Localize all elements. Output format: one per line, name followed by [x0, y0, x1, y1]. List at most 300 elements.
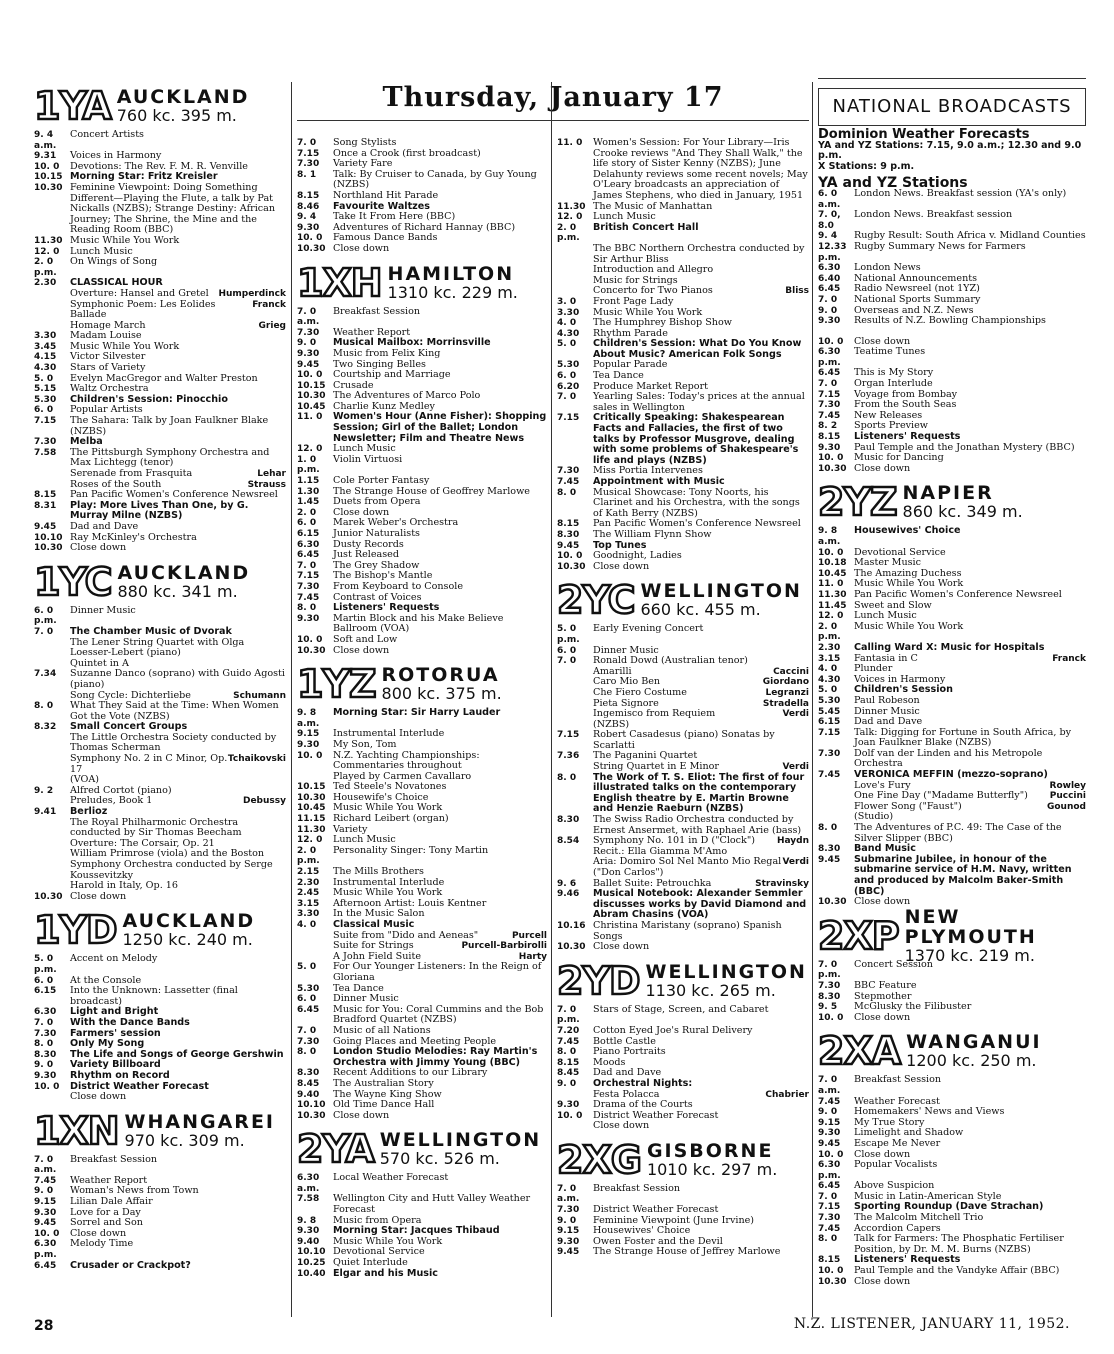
entry-time: 6.30 p.m. — [818, 347, 841, 368]
entry-time — [34, 733, 70, 754]
entry-time: 9.15 — [818, 1117, 841, 1128]
schedule-entry — [557, 488, 809, 520]
entry-time: 9. 0 — [818, 1107, 838, 1118]
entry-time: 7. 0 — [297, 138, 317, 148]
entry-title: Front Page Lady — [593, 295, 674, 307]
entry-title: Contrast of Voices — [333, 591, 422, 603]
schedule-entry — [34, 1092, 286, 1103]
schedule-entry — [557, 942, 809, 953]
entry-title: Overture: The Corsair, Op. 21 — [70, 837, 215, 849]
entry-title: Music from Opera — [333, 1214, 422, 1226]
entry-title: Pan Pacific Women's Conference Newsreel — [70, 489, 278, 501]
composer: Lehar — [257, 469, 286, 479]
entry-time: 5. 0 p.m. — [34, 954, 57, 975]
entry-title: Pan Pacific Women's Conference Newsreel — [593, 518, 801, 530]
entry-time: 9. 8 — [297, 1215, 317, 1226]
entry-time: 7. 0 p.m. — [557, 1004, 580, 1026]
entry-time: 7.30 — [297, 327, 320, 338]
schedule-entry — [557, 688, 809, 699]
entry-time: 9. 2 — [34, 785, 54, 796]
entry-title: Results of N.Z. Bowling Championships — [854, 315, 1046, 327]
entry-title: This is My Story — [854, 367, 934, 379]
entry-time: 7. 0 — [557, 656, 577, 667]
entry-title: Lunch Music — [854, 610, 917, 622]
nb-top-rule — [818, 78, 1086, 79]
entry-time: 10.30 — [818, 897, 847, 908]
station-header — [557, 578, 809, 623]
entry-time: 6. 0 — [34, 405, 54, 416]
entry-time: 8.15 — [297, 190, 320, 201]
schedule-entry — [34, 130, 286, 151]
entry-title: Top Tunes — [593, 539, 647, 551]
entry-time: 5.30 — [34, 394, 57, 405]
schedule-entry — [818, 1139, 1086, 1150]
schedule-entry — [557, 889, 809, 921]
entry-title: William Primrose (viola) and the Boston Symphony Orchestra conducted by Serge Koussevitzky — [70, 848, 273, 881]
entry-time — [557, 265, 593, 276]
entry-time: 9. 8 a.m. — [297, 708, 320, 729]
entry-time — [557, 244, 593, 265]
entry-time: 6.30 — [818, 263, 841, 274]
entry-title: The Bishop's Mantle — [333, 570, 433, 582]
schedule-entry — [297, 614, 547, 635]
schedule-entry — [818, 981, 1086, 992]
composer: Franck — [1052, 653, 1086, 664]
entry-time: 10. 0 — [818, 1012, 844, 1023]
entry-time — [34, 659, 70, 670]
entry-title: Close down — [333, 1109, 390, 1121]
entry-time: 8. 0 — [34, 1039, 54, 1050]
entry-title: Close down — [593, 1120, 650, 1132]
entry-time: 10.30 — [557, 942, 586, 953]
schedule-entry — [34, 638, 286, 659]
entry-time: 10.15 — [34, 172, 63, 183]
station-header — [34, 86, 286, 126]
entry-title: The Lener String Quartet with Olga Loesser-Lebert (piano) — [70, 636, 245, 659]
schedule-entry — [297, 646, 547, 657]
entry-title: Limelight and Shadow — [854, 1127, 964, 1139]
entry-title: Homemakers' News and Views — [854, 1106, 1005, 1118]
entry-time: 10. 0 — [34, 1081, 60, 1092]
schedule-entry — [818, 295, 1086, 306]
entry-time: 3.45 — [34, 341, 57, 352]
entry-title: Symphony No. 2 in C Minor, Op. 17 — [70, 753, 228, 775]
schedule-entry — [34, 1071, 286, 1082]
entry-time — [34, 849, 70, 881]
schedule-entry — [557, 815, 809, 836]
entry-title: Sporting Roundup (Dave Strachan) — [854, 1201, 1044, 1213]
station-name: WELLINGTON — [379, 1129, 542, 1152]
station-logo: 2XP — [818, 913, 899, 958]
entry-title: String Quartet in E Minor — [593, 761, 720, 773]
entry-title: Music While You Work — [70, 234, 180, 246]
entry-time: 6. 0 — [297, 518, 317, 529]
station-frequency: 660 kc. 455 m. — [640, 600, 761, 620]
entry-title: Critically Speaking: Shakespearean Facts and Fallacies, the first of two talks by Professor Musgrove, dealing with some problems of Shakespeare's life and plays (NZBS) — [593, 412, 799, 466]
entry-time: 8. 0 — [297, 1047, 317, 1058]
schedule-entry — [557, 530, 809, 541]
entry-time: 2. 0 p.m. — [557, 222, 580, 244]
entry-title: The Life and Songs of George Gershwin — [70, 1048, 284, 1060]
schedule-entry — [557, 223, 809, 244]
entry-title: Paul Robeson — [854, 694, 920, 706]
entry-time: 9. 0 — [557, 1078, 577, 1089]
entry-title: Violin Virtuosi — [333, 453, 403, 465]
entry-time — [297, 952, 333, 963]
entry-time: 2.30 — [34, 278, 57, 289]
entry-title: The Mills Brothers — [333, 866, 424, 878]
entry-time: 9.15 — [557, 1226, 580, 1237]
entry-time: 7.30 — [34, 1028, 57, 1039]
schedule-entry — [297, 708, 547, 729]
schedule-entry — [818, 526, 1086, 547]
entry-title: Music While You Work — [333, 1235, 443, 1247]
schedule-entry — [557, 624, 809, 645]
column-divider — [291, 82, 292, 1317]
entry-title: Overseas and N.Z. News — [854, 304, 974, 316]
schedule-entry — [818, 728, 1086, 749]
entry-time: 4.30 — [557, 328, 580, 339]
composer: Grieg — [258, 320, 286, 331]
entry-time — [557, 677, 593, 688]
entry-title: Variety Billboard — [70, 1059, 161, 1071]
entry-title: Dinner Music — [333, 993, 399, 1005]
entry-title: Morning Star: Sir Harry Lauder — [333, 707, 501, 719]
entry-title: Close down — [854, 1275, 911, 1287]
entry-time: 12.33 p.m. — [818, 241, 847, 263]
schedule-entry — [34, 1239, 286, 1260]
entry-time: 10.30 — [297, 1110, 326, 1121]
entry-title: Melba — [70, 436, 103, 448]
entry-time: 9.45 — [34, 521, 57, 532]
entry-title: Favourite Waltzes — [333, 200, 430, 212]
entry-title: Submarine Jubilee, in honour of the submarine service of H.M. Navy, written and produced by Malcolm Baker-Smith (BBC) — [854, 853, 1072, 897]
entry-time: 7. 0 a.m. — [557, 1183, 580, 1205]
entry-title: Lunch Music — [333, 834, 396, 846]
composer: Tchaikovski — [227, 754, 286, 765]
station-logo: 2YZ — [818, 480, 897, 525]
entry-title: In the Music Salon — [333, 908, 425, 920]
schedule-entry — [818, 960, 1086, 981]
entry-time: 8.32 — [34, 722, 57, 733]
entry-title: Musical Mailbox: Morrinsville — [333, 337, 491, 349]
station-header — [297, 260, 547, 305]
entry-title: Homage March — [70, 319, 146, 331]
station-logo: 1YZ — [297, 662, 376, 707]
entry-title: Music in Latin-American Style — [854, 1190, 1002, 1202]
entry-title: Ballet Suite: Petrouchka — [593, 877, 712, 889]
entry-title: One Fine Day ("Madame Butterfly") — [854, 790, 1028, 802]
entry-title: Che Fiero Costume — [593, 686, 687, 698]
entry-time: 9. 5 — [818, 1002, 838, 1013]
entry-title: Caro Mio Ben — [593, 676, 661, 688]
entry-time: 7.15 — [297, 571, 320, 582]
entry-time: 7.45 — [818, 770, 841, 781]
entry-time: 10.15 — [297, 380, 326, 391]
entry-time: 8. 0 — [297, 603, 317, 614]
schedule-entry — [34, 469, 286, 480]
schedule-entry — [297, 412, 547, 444]
composer: Harty — [518, 951, 547, 962]
entry-time — [34, 796, 70, 807]
entry-title: Stars of Variety — [70, 362, 146, 374]
entry-time: 7.15 — [34, 416, 57, 427]
entry-title: Stars of Stage, Screen, and Cabaret — [593, 1003, 769, 1015]
entry-time: 10. 0 — [818, 1149, 844, 1160]
schedule-entry — [818, 1160, 1086, 1181]
entry-time: 6. 0 p.m. — [34, 605, 57, 627]
entry-time: 9.30 — [297, 222, 320, 233]
entry-title: Cotton Eyed Joe's Rural Delivery — [593, 1024, 753, 1036]
entry-title: The Amazing Duchess — [854, 567, 962, 579]
entry-title: Music While You Work — [854, 578, 964, 590]
schedule-entry — [557, 1079, 809, 1090]
entry-time: 7.30 — [557, 1205, 580, 1216]
schedule-entry — [818, 210, 1086, 231]
entry-time: 6. 0 — [557, 371, 577, 382]
entry-title: Tea Dance — [333, 982, 384, 994]
entry-title: BBC Feature — [854, 979, 917, 991]
schedule-entry — [297, 582, 547, 593]
entry-title: Bottle Castle — [593, 1035, 656, 1047]
entry-title: Dad and Dave — [593, 1067, 662, 1079]
entry-time: 9.15 — [34, 1197, 57, 1208]
entry-title: Concerto for Two Pianos — [593, 285, 713, 297]
entry-title: Amarilli — [593, 665, 632, 677]
entry-title: Accordion Capers — [854, 1222, 941, 1234]
entry-time: 3.30 — [297, 909, 320, 920]
entry-time: 1.30 — [297, 486, 320, 497]
entry-title: Dad and Dave — [854, 716, 923, 728]
entry-time: 7. 0 — [818, 1191, 838, 1202]
entry-title: Voices in Harmony — [854, 673, 946, 685]
entry-title: Famous Dance Bands — [333, 232, 438, 244]
entry-time: 9. 4 — [297, 212, 317, 223]
entry-time: 9.30 — [297, 348, 320, 359]
schedule-entry — [297, 740, 547, 751]
entry-time — [818, 781, 854, 792]
entry-title: Close down — [70, 1227, 127, 1239]
entry-time: 6. 0 — [34, 975, 54, 986]
entry-title: Voyage from Bombay — [854, 388, 958, 400]
composer: Stradella — [762, 698, 809, 709]
entry-title: Charlie Kunz Medley — [333, 400, 435, 412]
entry-title: Festa Polacca — [593, 1088, 660, 1100]
entry-title: Local Weather Forecast — [333, 1172, 449, 1184]
entry-time: 10.30 — [297, 391, 326, 402]
entry-time: 7.45 — [297, 592, 320, 603]
schedule-entry — [818, 1013, 1086, 1024]
station-header — [557, 958, 809, 1003]
entry-title: Serenade from Frasquita — [70, 468, 193, 479]
entry-time: 12. 0 — [297, 444, 323, 455]
entry-time: 6.30 p.m. — [818, 1160, 841, 1181]
entry-time: 5.15 — [34, 384, 57, 395]
schedule-entry — [297, 529, 547, 540]
entry-title: Housewives' Choice — [593, 1225, 691, 1237]
entry-title: What They Said at the Time: When Women Got the Vote (NZBS) — [70, 700, 279, 722]
entry-title: The Chamber Music of Dvorak — [70, 625, 232, 637]
composer: Haydn — [776, 836, 809, 847]
entry-time: 2. 0 p.m. — [34, 257, 57, 278]
entry-title: Lunch Music — [333, 443, 396, 455]
entry-time: 7.45 — [818, 1223, 841, 1234]
entry-time: 10.30 — [818, 1276, 847, 1287]
entry-time: 7. 0 a.m. — [297, 306, 320, 328]
schedule-entry — [34, 701, 286, 722]
schedule-entry — [557, 1005, 809, 1026]
schedule-entry — [818, 1234, 1086, 1255]
schedule-entry — [297, 191, 547, 202]
schedule-entry — [34, 257, 286, 278]
entry-title: Victor Silvester — [70, 351, 146, 363]
entry-time: 7.30 — [818, 400, 841, 411]
entry-time: 8. 2 — [818, 421, 838, 432]
entry-title: The Work of T. S. Eliot: The first of four illustrated talks on the contemporary English theatre by E. Martin Browne and Henzie Raeburn (NZBS) — [593, 771, 805, 815]
entry-title: Christina Maristany (soprano) Spanish Songs — [593, 919, 782, 942]
entry-time: 7. 0 — [297, 560, 317, 571]
entry-title: N.Z. Yachting Championships: Commentaries throughout — [333, 749, 480, 772]
entry-time: 9.30 — [34, 1070, 57, 1081]
composer: Debussy — [242, 796, 286, 807]
entry-time: 5.30 — [297, 983, 320, 994]
entry-title: Close down — [854, 462, 911, 474]
entry-time: 9.40 — [297, 1236, 320, 1247]
entry-time: 1. 0 p.m. — [297, 454, 320, 476]
entry-title: Song Stylists — [333, 137, 397, 148]
entry-with-composer — [70, 469, 286, 480]
page-number: 28 — [34, 1318, 54, 1334]
entry-title: District Weather Forecast — [593, 1204, 719, 1216]
entry-time: 12. 0 — [818, 611, 844, 622]
entry-title: VERONICA MEFFIN (mezzo-soprano) — [854, 769, 1048, 781]
entry-title: London News — [854, 262, 921, 274]
entry-time: 9.45 — [557, 1247, 580, 1258]
entry-title: For Our Younger Listeners: In the Reign of Gloriana — [333, 961, 542, 983]
station-header — [297, 1127, 547, 1172]
schedule-entry — [34, 448, 286, 469]
entry-title: Fantasia in C — [854, 652, 918, 664]
entry-title: Robert Casadesus (piano) Sonatas by Scarlatti — [593, 729, 775, 751]
entry-title: Women's Hour (Anne Fisher): Shopping Session; Girl of the Ballet; London Newsletter; Film and Theatre News — [333, 411, 547, 444]
entry-time: 9. 0 — [297, 338, 317, 349]
entry-title: A John Field Suite — [333, 950, 422, 962]
entry-time: 10. 0 — [297, 634, 323, 645]
entry-time — [34, 1092, 70, 1103]
station-header — [818, 480, 1086, 525]
entry-time: 11.45 — [818, 600, 847, 611]
entry-title: Drama of the Courts — [593, 1099, 693, 1111]
entry-time — [34, 469, 70, 480]
schedule-entry — [297, 455, 547, 476]
entry-title: Music from Felix King — [333, 347, 441, 359]
station-logo: 1YA — [34, 84, 111, 128]
entry-title: Listeners' Requests — [854, 431, 961, 443]
entry-time: 6.40 — [818, 273, 841, 284]
entry-title: Symphonic Poem: Les Eolides — [70, 298, 216, 310]
title-rule — [297, 120, 809, 121]
entry-time: 9.30 — [557, 1236, 580, 1247]
schedule-entry — [297, 920, 547, 931]
entry-time: 5.30 — [557, 360, 580, 371]
entry-title: Early Evening Concert — [593, 623, 704, 635]
entry-title: Dolf van der Linden and his Metropole Orchestra — [854, 747, 1043, 770]
schedule-entry — [557, 339, 809, 360]
entry-time: 10.45 — [818, 568, 847, 579]
composer: Legranzi — [765, 687, 809, 698]
entry-time: 9.41 — [34, 807, 57, 818]
schedule-entry — [34, 849, 286, 881]
entry-title: Accent on Melody — [70, 953, 158, 965]
entry-time — [34, 310, 70, 321]
entry-title: Northland Hit Parade — [333, 189, 439, 201]
schedule-entry — [557, 562, 809, 573]
entry-time: 6.15 — [297, 529, 320, 539]
entry-title: The Australian Story — [333, 1077, 434, 1089]
publication-footer: N.Z. LISTENER, JANUARY 11, 1952. — [793, 1316, 1070, 1332]
entry-title: British Concert Hall — [593, 221, 699, 233]
entry-time — [34, 881, 70, 892]
station-frequency: 570 kc. 526 m. — [379, 1149, 500, 1169]
entry-time: 7.45 — [818, 410, 841, 421]
entry-time: 4. 0 — [557, 318, 577, 329]
schedule-entry — [297, 349, 547, 360]
entry-title: Housewife's Choice — [333, 791, 429, 803]
entry-title: The BBC Northern Orchestra conducted by Sir Arthur Bliss — [593, 242, 805, 265]
entry-time: 7.15 — [818, 389, 841, 400]
entry-title: The Adventures of P.C. 49: The Case of the Silver Slipper (BBC) — [854, 822, 1062, 844]
entry-title: Take It From Here (BBC) — [333, 211, 456, 223]
entry-title: Voices in Harmony — [70, 150, 162, 162]
entry-time: 9.46 — [557, 889, 580, 900]
entry-title: The Little Orchestra Society conducted by Thomas Scherman — [70, 731, 277, 754]
entry-title: Personality Singer: Tony Martin — [333, 844, 489, 856]
entry-time: 7.45 — [818, 1096, 841, 1107]
schedule-entry — [34, 627, 286, 638]
entry-time: 8.46 — [297, 201, 320, 212]
entry-title: Musical Showcase: Tony Noorts, his Clarinet and his Orchestra, with the songs of Kath Berry (NZBS) — [593, 486, 800, 519]
composer: Bliss — [785, 286, 809, 297]
station-name: ROTORUA — [381, 664, 500, 687]
entry-title: Variety Fare — [333, 158, 393, 170]
entry-time — [34, 691, 70, 702]
entry-title: Listeners' Requests — [333, 602, 440, 614]
schedule-entry — [557, 1184, 809, 1205]
entry-title: Love's Fury — [854, 779, 911, 791]
entry-time — [34, 300, 70, 311]
entry-time: 10.18 — [818, 558, 847, 569]
entry-time: 7. 0, 8.0 — [818, 210, 841, 231]
entry-title: Two Singing Belles — [333, 358, 426, 370]
entry-title: Breakfast Session — [854, 1074, 942, 1086]
entry-title: Only My Song — [70, 1038, 145, 1050]
entry-time: 9.45 — [818, 1138, 841, 1149]
entry-title: Stepmother — [854, 990, 912, 1002]
weather-line: X Stations: 9 p.m. — [818, 160, 915, 172]
entry-title: Popular Artists — [70, 404, 143, 416]
schedule-entry — [297, 1047, 547, 1068]
station-header — [818, 1029, 1086, 1074]
entry-time: 2.30 — [297, 877, 320, 888]
entry-time: 8.30 — [34, 1049, 57, 1060]
entry-title: Martin Block and his Make Believe Ballroom (VOA) — [333, 612, 504, 635]
entry-time: 10.15 — [297, 782, 326, 793]
entry-time: 7.30 — [34, 437, 57, 448]
entry-time — [557, 1090, 593, 1101]
entry-title: Music While You Work — [333, 802, 443, 814]
entry-time: 8.30 — [557, 815, 580, 826]
entry-title: Close down — [333, 644, 390, 656]
